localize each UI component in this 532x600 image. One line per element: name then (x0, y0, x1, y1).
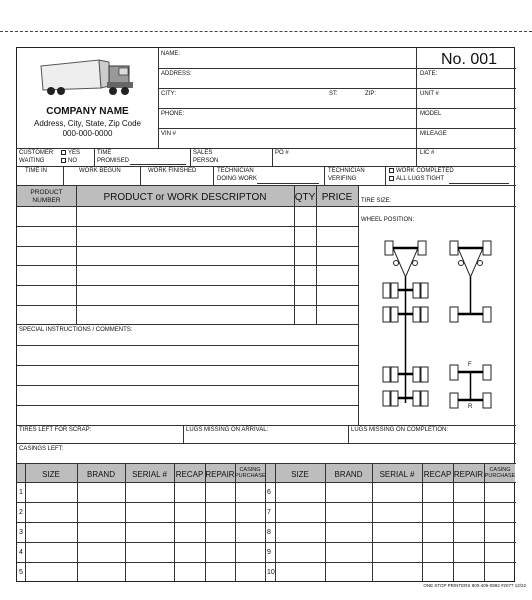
work-completed-checkbox[interactable]: WORK COMPLETED (389, 168, 454, 175)
front-label: F (468, 362, 472, 368)
customer-label: CUSTOMER (19, 150, 54, 156)
state-field[interactable]: ST: (329, 91, 338, 97)
casings-left-field[interactable]: CASINGS LEFT: (19, 446, 64, 452)
divider (416, 48, 417, 148)
lugs-missing-arrival-field[interactable]: LUGS MISSING ON ARRIVAL: (186, 427, 269, 433)
work-order-form (16, 47, 515, 582)
time-promised-field[interactable]: PROMISED (97, 158, 130, 164)
form-number: No. 001 (441, 51, 498, 68)
price-header: PRICE (321, 192, 353, 203)
row-number: 4 (19, 549, 23, 556)
row-number: 5 (19, 569, 23, 576)
row-number: 10 (267, 569, 275, 576)
perforation-line (0, 31, 532, 32)
size-header-left: SIZE (42, 470, 60, 479)
recap-header-left: RECAP (175, 470, 204, 479)
row-number: 3 (19, 529, 23, 536)
tire-size-field[interactable]: TIRE SIZE: (361, 198, 392, 204)
phone-field[interactable]: PHONE: (161, 111, 185, 117)
tires-left-for-scrap-field[interactable]: TIRES LEFT FOR SCRAP: (19, 427, 92, 433)
model-field[interactable]: MODEL (420, 111, 442, 117)
serial-header-left: SERIAL # (132, 470, 167, 479)
lugs-missing-completion-field[interactable]: LUGS MISSING ON COMPLETION: (351, 427, 449, 433)
rear-label: R (468, 404, 473, 410)
sales-person-field[interactable]: PERSON (193, 158, 219, 164)
row-number: 6 (267, 489, 271, 496)
zip-field[interactable]: ZIP: (365, 91, 377, 97)
truck-logo-icon (39, 58, 135, 100)
work-finished-field[interactable]: WORK FINISHED (148, 168, 197, 174)
row-number: 8 (267, 529, 271, 536)
row-number: 1 (19, 489, 23, 496)
all-lugs-tight-checkbox[interactable]: ALL LUGS TIGHT (389, 176, 444, 183)
unit-field[interactable]: UNIT # (420, 91, 439, 97)
date-field[interactable]: DATE: (420, 71, 438, 77)
po-field[interactable]: PO # (275, 150, 289, 156)
sales-label: SALES (193, 150, 213, 156)
brand-header-left: BRAND (86, 470, 115, 479)
wheel-position-label: WHEEL POSITION: (361, 217, 415, 223)
technician2-label: TECHNICIAN (328, 168, 365, 174)
vin-field[interactable]: VIN # (161, 131, 177, 137)
product-number-header: PRODUCT NUMBER (30, 189, 63, 204)
yes-checkbox[interactable]: YES (61, 150, 80, 157)
city-field[interactable]: CITY: (161, 91, 177, 97)
repair-header-left: REPAIR (205, 470, 235, 479)
repair-header-right: REPAIR (453, 470, 484, 479)
mileage-field[interactable]: MILEAGE (420, 131, 447, 137)
special-instructions-field[interactable]: SPECIAL INSTRUCTIONS / COMMENTS: (19, 327, 133, 333)
row-number: 7 (267, 509, 271, 516)
casing-purchase-header-left: CASING PURCHASE (235, 467, 266, 479)
divider (158, 48, 159, 148)
address-field[interactable]: ADDRESS: (161, 71, 192, 77)
row-number: 2 (19, 509, 23, 516)
time-label: TIME (97, 150, 112, 156)
size-header-right: SIZE (291, 470, 309, 479)
company-phone: 000-000-0000 (62, 129, 113, 138)
technician-doing-work-field[interactable]: DOING WORK (217, 176, 257, 182)
brand-header-right: BRAND (334, 470, 363, 479)
technician-verifying-field[interactable]: VERIFING (328, 176, 357, 182)
time-in-field[interactable]: TIME IN (25, 168, 47, 174)
row-number: 9 (267, 549, 271, 556)
qty-header: QTY (294, 192, 316, 203)
recap-header-right: RECAP (423, 470, 452, 479)
work-begun-field[interactable]: WORK BEGUN (79, 168, 121, 174)
lic-field[interactable]: LIC # (420, 150, 435, 156)
no-checkbox[interactable]: NO (61, 158, 77, 165)
wheel-position-diagram (377, 233, 507, 423)
company-name: COMPANY NAME (46, 106, 129, 117)
printer-footer: ONE STOP PRINTERS 800-406-0992 #2077 12/22 (423, 583, 526, 588)
company-address: Address, City, State, Zip Code (33, 119, 141, 128)
name-field[interactable]: NAME: (161, 51, 181, 57)
casing-purchase-header-right: CASING PURCHASE (484, 467, 516, 479)
technician-label: TECHNICIAN (217, 168, 254, 174)
serial-header-right: SERIAL # (379, 470, 415, 479)
description-header: PRODUCT or WORK DESCRIPTON (103, 192, 267, 203)
waiting-label: WAITING (19, 158, 45, 164)
